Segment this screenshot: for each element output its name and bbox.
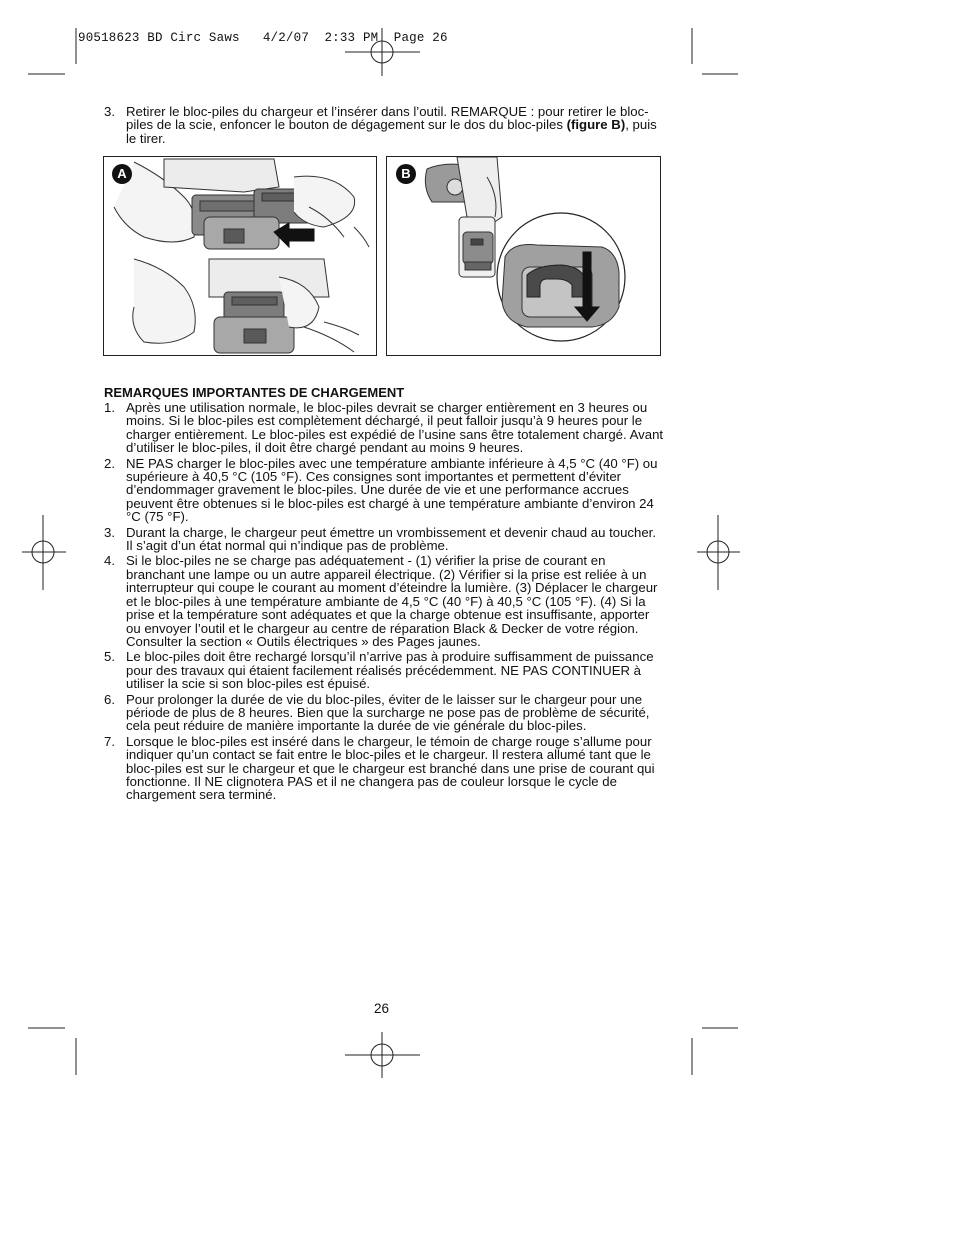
step-text-end: , puis le tirer. (126, 117, 657, 146)
step-text: Retirer le bloc-piles du chargeur et l’insérer dans l’outil. REMARQUE : pour retirer le bloc-piles de la scie, enfoncer le bouton de dégagement sur le dos du bloc-piles (126, 104, 649, 133)
figure-reference: (figure B) (566, 117, 626, 133)
figure-b-illustration (387, 157, 660, 355)
step-3 (104, 105, 664, 147)
list-item (104, 735, 664, 802)
item-text: Après une utilisation normale, le bloc-piles devrait se charger entièrement en 3 heures ou moins. Si le bloc-piles est complètement déchargé, il peut falloir jusqu’à 9 heures pour le charger entièrement. Le bloc-piles est expédié de l’usine sans être totalement chargé. Avant d’utiliser le bloc-piles, il doit être chargé pendant au moins 9 heures. (126, 400, 664, 456)
item-number: 4. (104, 553, 115, 569)
item-number: 1. (104, 400, 115, 415)
figure-a-illustration (104, 157, 376, 355)
item-number: 2. (104, 455, 115, 471)
list-item (104, 554, 664, 648)
figure-b-label: B (396, 164, 416, 184)
figure-a-label: A (112, 164, 132, 184)
list-item (104, 526, 664, 553)
item-text: Durant la charge, le chargeur peut émettre un vrombissement et devenir chaud au toucher. Il s’agit d’un état normal qui n’indique pas de problème. (126, 524, 656, 554)
item-text: Si le bloc-piles ne se charge pas adéquatement - (1) vérifier la prise de courant en branchant une lampe ou un autre appareil électrique. (2) Vérifier si la prise est reliée à un interrupteur qui coupe le courant au moment d’éteindre la lumière. (3) Déplacer le chargeur et le bloc-piles à une température ambiante de 4,5 °C (40 °F) à 40,5 °C (105 °F). (4) Si la prise et la température sont adéquates et que la charge obtenue est insuffisante, apporter ou envoyer l’outil et le chargeur au centre de réparation Black & Decker de votre région. Consulter la section « Outils électriques » des Pages jaunes. (126, 553, 658, 649)
step-number: 3. (104, 104, 115, 119)
charging-notes-list (104, 401, 664, 804)
page-number: 26 (374, 1001, 390, 1016)
print-header: 90518623 BD Circ Saws 4/2/07 2:33 PM Page 26 (78, 31, 448, 45)
figure-b (386, 156, 661, 356)
item-text: Pour prolonger la durée de vie du bloc-piles, éviter de le laisser sur le chargeur pour une période de plus de 8 heures. Bien que la surcharge ne pose pas de problème de sécurité, cela peut réduire de manière importante la durée de vie générale du bloc-piles. (126, 691, 650, 734)
item-number: 6. (104, 691, 115, 707)
item-number: 3. (104, 524, 115, 540)
section-title: REMARQUES IMPORTANTES DE CHARGEMENT (104, 385, 405, 400)
item-text: Lorsque le bloc-piles est inséré dans le chargeur, le témoin de charge rouge s’allume pour indiquer qu’un contact se fait entre le bloc-piles et le chargeur. Il restera allumé tant que le bloc-piles est sur le chargeur et que le chargeur est branché dans une prise de courant qui fonctionne. Il NE clignotera PAS et il ne changera pas de couleur lorsque le cycle de chargement sera terminé. (126, 733, 655, 803)
list-item (104, 401, 664, 455)
list-item (104, 457, 664, 524)
list-item (104, 650, 664, 690)
item-number: 7. (104, 733, 115, 749)
list-item (104, 693, 664, 733)
item-text: Le bloc-piles doit être rechargé lorsqu’il n’arrive pas à produire suffisamment de puissance pour des travaux qui étaient facilement réalisés précédemment. NE PAS CONTINUER à utiliser la scie si son bloc-piles est épuisé. (126, 649, 654, 692)
item-number: 5. (104, 649, 115, 665)
figure-a (103, 156, 377, 356)
item-text: NE PAS charger le bloc-piles avec une température ambiante inférieure à 4,5 °C (40 °F) ou supérieure à 40,5 °C (105 °F). Ces consignes sont importantes et permettent d’éviter d’endommager gravement le bloc-piles. Une durée de vie et une performance accrues peuvent être obtenues si le bloc-piles est chargé à une température ambiante d’environ 24 °C (75 °F). (126, 455, 658, 525)
